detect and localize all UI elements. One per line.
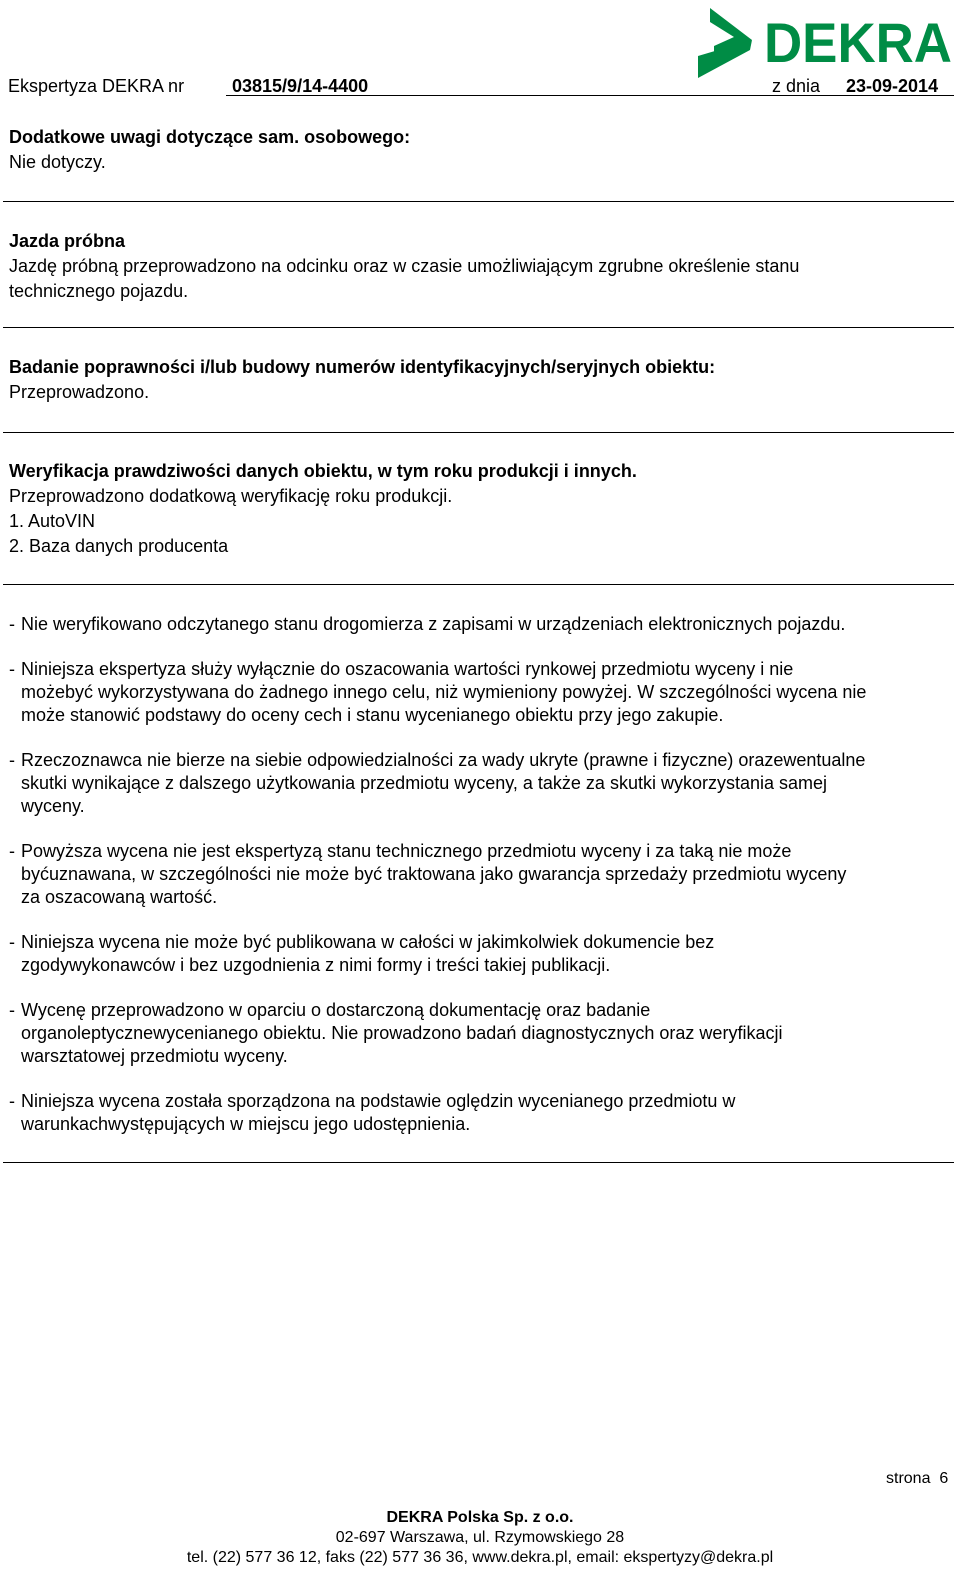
logo-wordmark: DEKRA xyxy=(764,11,952,74)
header-underline xyxy=(226,95,954,96)
divider xyxy=(3,584,954,585)
page-value: 6 xyxy=(939,1470,949,1487)
note-item xyxy=(9,1090,954,1136)
section-text: Przeprowadzono dodatkową weryfikację roku produkcji. xyxy=(9,486,453,506)
section-text: Przeprowadzono. xyxy=(9,382,150,402)
date-label: z dnia xyxy=(772,76,821,96)
page-label: strona xyxy=(886,1470,931,1487)
section-text: Nie dotyczy. xyxy=(9,152,106,172)
list-item: 1. AutoVIN xyxy=(9,511,96,531)
divider xyxy=(3,1162,954,1163)
note-item xyxy=(9,658,954,727)
note-item xyxy=(9,749,954,818)
note-dash: - xyxy=(9,614,15,634)
note-line: skutki wynikające z dalszego użytkowania przedmiotu wyceny, a także za skutki wykorzystania samej xyxy=(21,773,828,793)
note-dash: - xyxy=(9,932,15,952)
dekra-logo xyxy=(694,6,956,80)
section-test-drive xyxy=(9,229,949,304)
list-item: 2. Baza danych producenta xyxy=(9,536,229,556)
divider xyxy=(3,432,954,433)
section-text: Jazdę próbną przeprowadzono na odcinku oraz w czasie umożliwiającym zgrubne określenie stanu xyxy=(9,256,800,276)
note-line: może stanowić podstawy do oceny cech i stanu wycenianego obiektu przy jego zakupie. xyxy=(21,705,724,725)
footer-contact: tel. (22) 577 36 12, faks (22) 577 36 36, www.dekra.pl, email: ekspertyzy@dekra.pl xyxy=(186,1549,774,1566)
section-title: Weryfikacja prawdziwości danych obiektu, w tym roku produkcji i innych. xyxy=(9,461,637,481)
section-title: Badanie poprawności i/lub budowy numerów identyfikacyjnych/seryjnych obiektu: xyxy=(9,357,716,377)
section-additional-remarks xyxy=(9,125,949,175)
note-dash: - xyxy=(9,841,15,861)
note-line: za oszacowaną wartość. xyxy=(21,887,218,907)
note-line: organoleptycznewycenianego obiektu. Nie prowadzono badań diagnostycznych oraz weryfikacji xyxy=(21,1023,783,1043)
note-dash: - xyxy=(9,750,15,770)
company-footer xyxy=(0,1508,960,1568)
note-line: Niniejsza ekspertyza służy wyłącznie do oszacowania wartości rynkowej przedmiotu wyceny i nie xyxy=(21,659,794,679)
note-item xyxy=(9,840,954,909)
note-line: Nie weryfikowano odczytanego stanu drogomierza z zapisami w urządzeniach elektronicznych pojazdu. xyxy=(21,614,846,634)
note-dash: - xyxy=(9,1000,15,1020)
note-line: Powyższa wycena nie jest ekspertyzą stanu technicznego przedmiotu wyceny i za taką nie może xyxy=(21,841,792,861)
footer-address: 02-697 Warszawa, ul. Rzymowskiego 28 xyxy=(335,1529,625,1546)
divider xyxy=(3,201,954,202)
note-line: warunkachwystępujących w miejscu jego udostępnienia. xyxy=(21,1114,471,1134)
note-line: Rzeczoznawca nie bierze na siebie odpowiedzialności za wady ukryte (prawne i fizyczne) orazewentualne xyxy=(21,750,866,770)
section-title: Jazda próbna xyxy=(9,231,126,251)
divider xyxy=(3,327,954,328)
dekra-arrow-icon xyxy=(698,8,752,78)
footer-company: DEKRA Polska Sp. z o.o. xyxy=(386,1509,574,1526)
section-text: technicznego pojazdu. xyxy=(9,281,189,301)
note-line: możebyć wykorzystywana do żadnego innego celu, niż wymieniony powyżej. W szczególności wycena nie xyxy=(21,682,867,702)
page-number xyxy=(886,1470,948,1488)
report-label: Ekspertyza DEKRA nr xyxy=(8,76,185,96)
note-item xyxy=(9,931,954,977)
note-dash: - xyxy=(9,1091,15,1111)
section-title: Dodatkowe uwagi dotyczące sam. osobowego: xyxy=(9,127,411,147)
report-number: 03815/9/14-4400 xyxy=(232,76,369,96)
note-line: warsztatowej przedmiotu wyceny. xyxy=(21,1046,288,1066)
note-line: Wycenę przeprowadzono w oparciu o dostarczoną dokumentację oraz badanie xyxy=(21,1000,651,1020)
note-line: byćuznawana, w szczególności nie może być traktowana jako gwarancja sprzedaży przedmiotu wyceny xyxy=(21,864,847,884)
report-date: 23-09-2014 xyxy=(846,76,939,96)
section-id-numbers xyxy=(9,355,949,405)
disclaimer-notes xyxy=(9,613,954,1158)
note-line: zgodywykonawców i bez uzgodnienia z nimi formy i treści takiej publikacji. xyxy=(21,955,611,975)
note-line: Niniejsza wycena nie może być publikowana w całości w jakimkolwiek dokumencie bez xyxy=(21,932,715,952)
note-line: wyceny. xyxy=(21,796,85,816)
note-dash: - xyxy=(9,659,15,679)
note-item xyxy=(9,999,954,1068)
note-item xyxy=(9,613,954,636)
note-line: Niniejsza wycena została sporządzona na podstawie oględzin wycenianego przedmiotu w xyxy=(21,1091,736,1111)
section-data-verification xyxy=(9,459,949,559)
